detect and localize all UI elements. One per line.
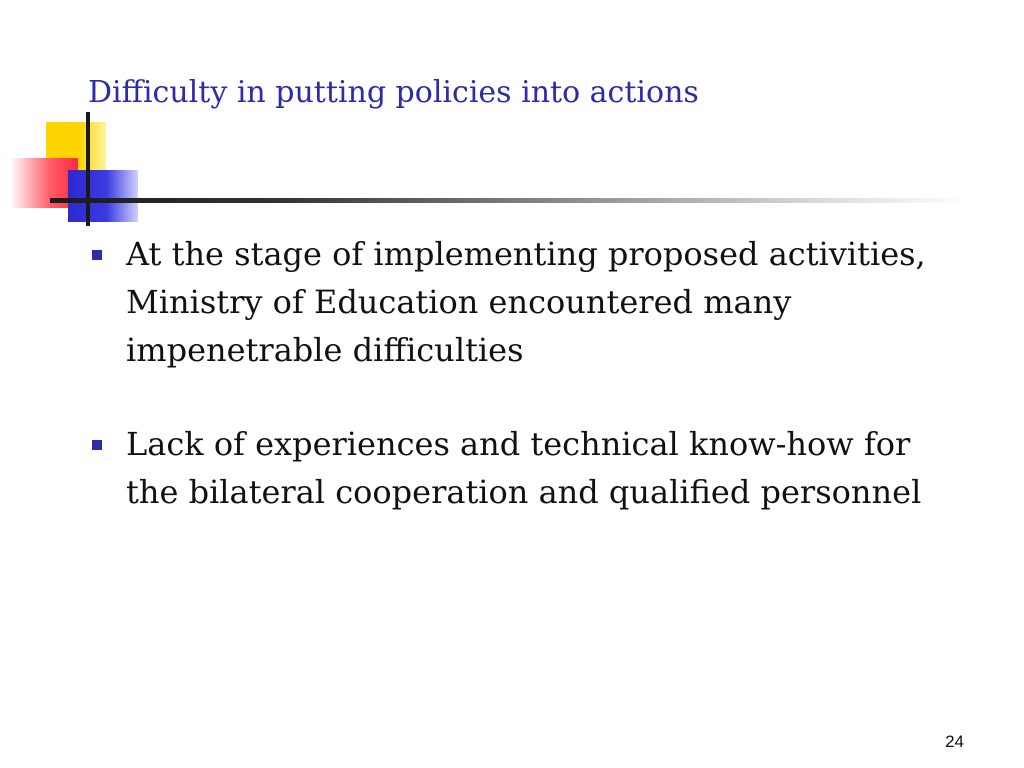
bullet-text: At the stage of implementing proposed activities, Ministry of Education encountered many impenetrable difficulties [126, 235, 926, 369]
decor-blue-square [68, 170, 138, 222]
square-bullet-icon [92, 250, 102, 260]
title-divider-line [50, 198, 970, 203]
bullet-text: Lack of experiences and technical know-how for the bilateral cooperation and qualified personnel [126, 425, 922, 511]
square-bullet-icon [92, 440, 102, 450]
bullet-item [92, 230, 972, 374]
bullet-item [92, 420, 972, 516]
slide-number: 24 [945, 732, 964, 751]
decor-vertical-line [86, 112, 90, 226]
slide-title: Difficulty in putting policies into actions [88, 75, 699, 110]
bullet-list [92, 230, 972, 562]
